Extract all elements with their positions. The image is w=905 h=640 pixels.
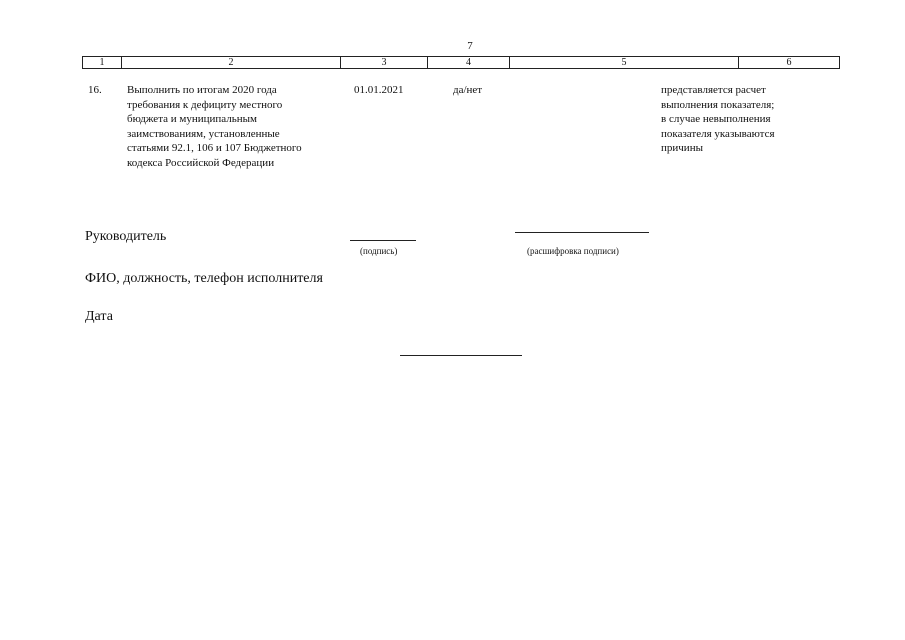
signature-decode-line <box>515 232 649 233</box>
row-answer: да/нет <box>453 84 483 96</box>
row-description <box>127 83 342 171</box>
column-number-3: 3 <box>341 57 428 68</box>
column-number-4: 4 <box>428 57 510 68</box>
description-line: кодекса Российской Федерации <box>127 156 275 169</box>
note-line: в случае невыполнения <box>661 113 771 126</box>
column-number-5: 5 <box>510 57 739 68</box>
column-number-1: 1 <box>83 57 122 68</box>
head-label: Руководитель <box>85 229 167 244</box>
description-line: требования к дефициту местного <box>127 98 283 111</box>
row-note <box>661 83 836 156</box>
description-line: Выполнить по итогам 2020 года <box>127 84 277 96</box>
executor-label: ФИО, должность, телефон исполнителя <box>85 271 323 286</box>
row-date: 01.01.2021 <box>354 84 404 96</box>
date-label: Дата <box>85 309 113 324</box>
description-line: заимствованиям, установленные <box>127 127 280 140</box>
description-line: бюджета и муниципальным <box>127 113 258 126</box>
table-header-row <box>82 56 840 69</box>
signature-line <box>350 240 416 241</box>
page-number: 7 <box>467 40 473 52</box>
column-number-6: 6 <box>786 57 792 68</box>
note-line: представляется расчет <box>661 84 766 96</box>
row-number: 16. <box>88 84 102 96</box>
description-line: статьями 92.1, 106 и 107 Бюджетного <box>127 142 302 155</box>
column-number-2: 2 <box>122 57 341 68</box>
signature-decode-caption: (расшифровка подписи) <box>527 246 619 256</box>
closing-line <box>400 355 522 356</box>
note-line: показателя указываются <box>661 127 775 140</box>
note-line: выполнения показателя; <box>661 98 775 111</box>
signature-caption: (подпись) <box>360 246 398 256</box>
note-line: причины <box>661 142 703 155</box>
